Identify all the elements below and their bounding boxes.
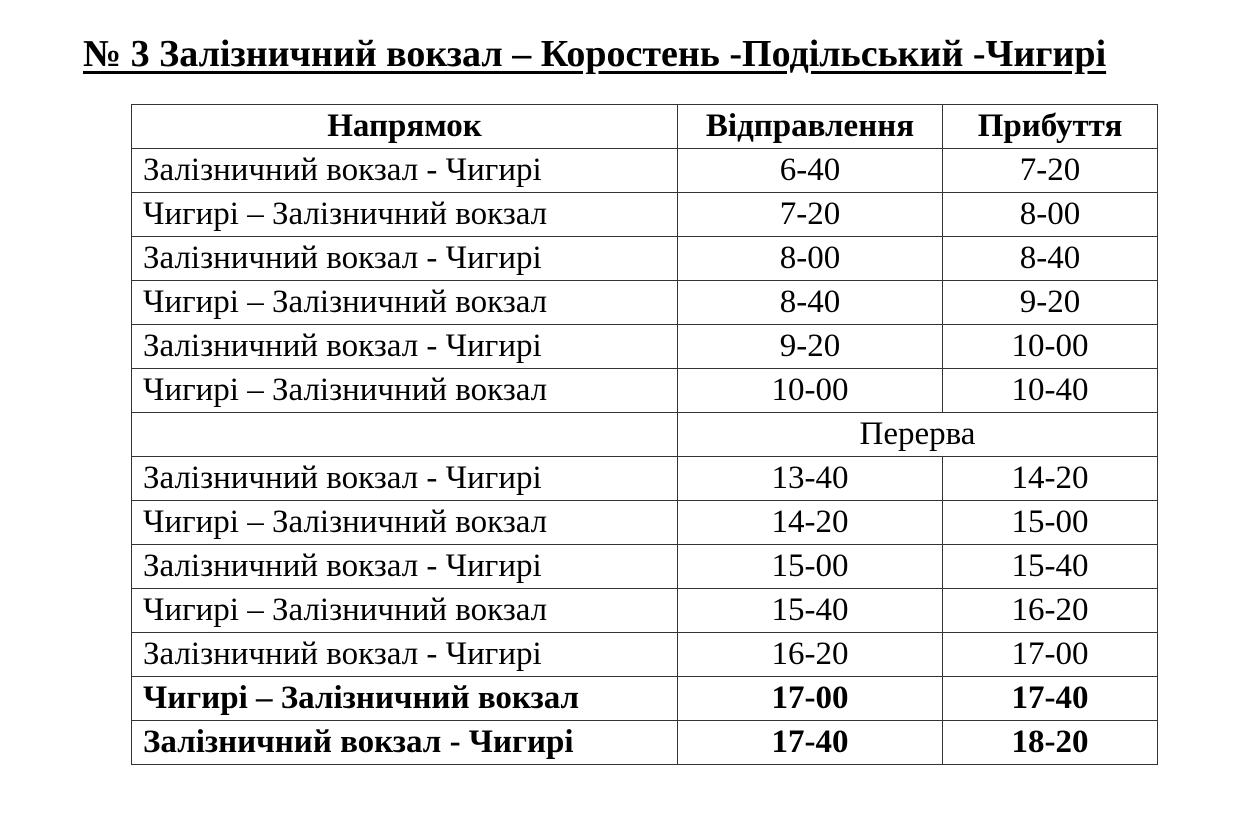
arrival-cell: 15-00 [943,501,1158,545]
table-row-bold [132,721,1158,765]
table-row [132,501,1158,545]
direction-cell: Залізничний вокзал - Чигирі [132,149,678,193]
table-row [132,545,1158,589]
arrival-cell: 9-20 [943,281,1158,325]
arrival-cell: 8-00 [943,193,1158,237]
direction-cell: Залізничний вокзал - Чигирі [132,457,678,501]
direction-cell: Залізничний вокзал - Чигирі [132,721,678,765]
table-row [132,325,1158,369]
departure-cell: 17-40 [678,721,943,765]
header-row [132,105,1158,149]
departure-cell: 16-20 [678,633,943,677]
page-title: № 3 Залізничний вокзал – Коростень -Подільський -Чигирі [83,33,1107,75]
table-row [132,369,1158,413]
table-row [132,633,1158,677]
departure-cell: 15-00 [678,545,943,589]
table-row [132,457,1158,501]
arrival-cell: 17-00 [943,633,1158,677]
arrival-cell: 16-20 [943,589,1158,633]
break-row [132,413,1158,457]
direction-cell: Залізничний вокзал - Чигирі [132,325,678,369]
departure-cell: 17-00 [678,677,943,721]
arrival-cell: 18-20 [943,721,1158,765]
schedule-table [131,104,1158,765]
table-row [132,149,1158,193]
direction-cell: Чигирі – Залізничний вокзал [132,589,678,633]
header-departure: Відправлення [678,105,943,149]
table-row [132,281,1158,325]
departure-cell: 15-40 [678,589,943,633]
table-row [132,589,1158,633]
table-row-bold [132,677,1158,721]
direction-cell: Чигирі – Залізничний вокзал [132,677,678,721]
arrival-cell: 8-40 [943,237,1158,281]
direction-cell: Залізничний вокзал - Чигирі [132,237,678,281]
arrival-cell: 17-40 [943,677,1158,721]
arrival-cell: 15-40 [943,545,1158,589]
departure-cell: 9-20 [678,325,943,369]
arrival-cell: 10-40 [943,369,1158,413]
departure-cell: 14-20 [678,501,943,545]
arrival-cell: 7-20 [943,149,1158,193]
departure-cell: 7-20 [678,193,943,237]
table-row [132,193,1158,237]
direction-cell: Чигирі – Залізничний вокзал [132,369,678,413]
departure-cell: 6-40 [678,149,943,193]
header-direction: Напрямок [132,105,678,149]
break-label: Перерва [678,413,1158,457]
departure-cell: 8-40 [678,281,943,325]
departure-cell: 8-00 [678,237,943,281]
header-arrival: Прибуття [943,105,1158,149]
direction-cell: Чигирі – Залізничний вокзал [132,281,678,325]
table-row [132,237,1158,281]
direction-cell: Залізничний вокзал - Чигирі [132,633,678,677]
direction-cell: Чигирі – Залізничний вокзал [132,501,678,545]
direction-cell: Чигирі – Залізничний вокзал [132,193,678,237]
arrival-cell: 10-00 [943,325,1158,369]
arrival-cell: 14-20 [943,457,1158,501]
direction-cell: Залізничний вокзал - Чигирі [132,545,678,589]
departure-cell: 10-00 [678,369,943,413]
break-empty-cell [132,413,678,457]
departure-cell: 13-40 [678,457,943,501]
